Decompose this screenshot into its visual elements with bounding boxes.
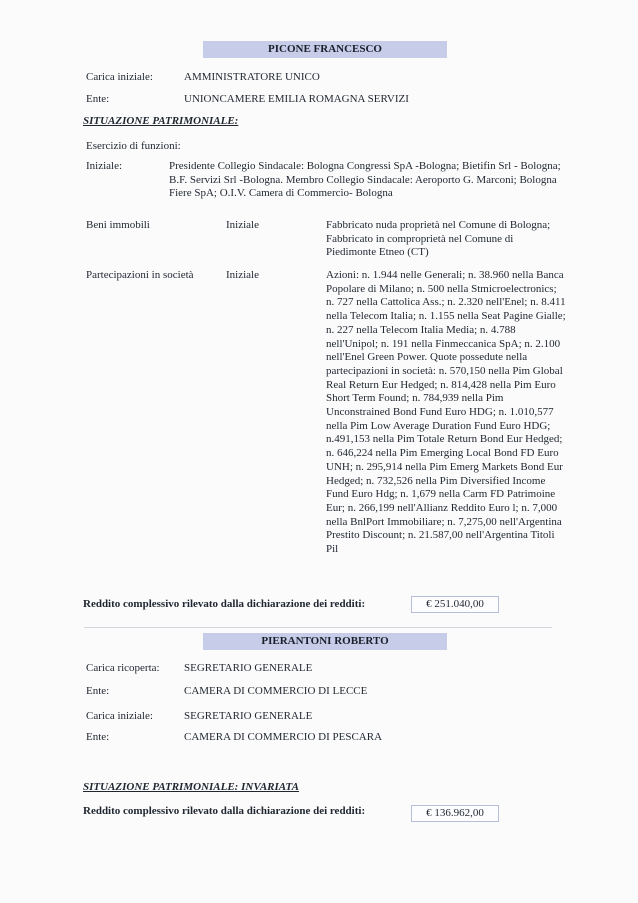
partecipazioni-text: Azioni: n. 1.944 nelle Generali; n. 38.960 nella Banca Popolare di Milano; n. 500 nella Stmicroelectronics; n. 727 nella Cattolica Ass.; n. 2.320 nell'Enel; n. 8.411 nella Telecom Italia; n. 1.155 nella Seat Pagine Gialle; n. 227 nella Telecom Italia Media; n. 4.788 nell'Unipol; n. 191 nella Finmeccanica SpA; n. 2.100 nell'Enel Green Power. Quote possedute nella partecipazioni in società: n. 570,150 nella Pim Global Real Return Eur Hedged; n. 814,428 nella Pim Euro Short Term Found; n. 784,939 nella Pim Unconstrained Bond Fund Euro HDG; n. 1.010,577 nella Pim Low Average Duration Fund Euro HDG; n.491,153 nella Pim Totale Return Bond Eur Hedged; n. 646,224 nella Pim Emerging Local Bond FD Euro UNH; n. 295,914 nella Pim Emerg Markets Bond Eur Hedged; n. 732,526 nella Pim Diversified Income Fund Euro Hdg; n. 1,679 nella Carm FD Patrimoine Eur; n. 266,199 nell'Allianz Reddito Euro l; n. 7,000 nella BnlPort Immobiliare; n. 7,275,00 nell'Argentina Prestito Discount; n. 21.587,00 nell'Argentina Titoli Pil: [326, 269, 566, 556]
person2-carica-ricoperta-value: SEGRETARIO GENERALE: [184, 662, 313, 674]
person1-reddito-label: Reddito complessivo rilevato dalla dichiarazione dei redditi:: [83, 598, 366, 610]
person2-carica-iniziale-value: SEGRETARIO GENERALE: [184, 710, 313, 722]
person1-name-banner: [203, 41, 447, 58]
person2-ente2-label: Ente:: [86, 731, 110, 743]
person2-name-banner: [203, 633, 447, 650]
iniziale-text: Presidente Collegio Sindacale: Bologna Congressi SpA -Bologna; Bietifin Srl - Bologna; B.F. Servizi Srl -Bologna. Membro Collegio Sindacale: Aeroporto G. Marconi; Bologna Fiere SpA; O.I.V. Camera di Commercio- Bologna: [169, 160, 561, 200]
person2-ente1-label: Ente:: [86, 685, 110, 697]
person2-situazione-title: SITUAZIONE PATRIMONIALE: INVARIATA: [83, 781, 299, 793]
person2-carica-ricoperta-label: Carica ricoperta:: [86, 662, 160, 674]
person2-reddito-label: Reddito complessivo rilevato dalla dichiarazione dei redditi:: [83, 805, 366, 817]
person2-ente2-value: CAMERA DI COMMERCIO DI PESCARA: [184, 731, 383, 743]
section-divider: [84, 627, 552, 628]
beni-immobili-label: Beni immobili: [86, 219, 150, 231]
person1-ente-label: Ente:: [86, 93, 110, 105]
beni-immobili-stato: Iniziale: [226, 219, 259, 231]
person2-carica-iniziale-label: Carica iniziale:: [86, 710, 153, 722]
esercizio-funzioni-label: Esercizio di funzioni:: [86, 140, 181, 152]
person2-ente1-value: CAMERA DI COMMERCIO DI LECCE: [184, 685, 368, 697]
person1-carica-iniziale-value: AMMINISTRATORE UNICO: [184, 71, 320, 83]
person1-carica-iniziale-label: Carica iniziale:: [86, 71, 153, 83]
person2-name: PIERANTONI ROBERTO: [261, 635, 389, 647]
person2-reddito-value: € 136.962,00: [411, 805, 499, 822]
person1-situazione-title: SITUAZIONE PATRIMONIALE:: [83, 115, 239, 127]
iniziale-label: Iniziale:: [86, 160, 123, 172]
partecipazioni-stato: Iniziale: [226, 269, 259, 281]
person1-reddito-value: € 251.040,00: [411, 596, 499, 613]
person1-ente-value: UNIONCAMERE EMILIA ROMAGNA SERVIZI: [184, 93, 409, 105]
beni-immobili-text: Fabbricato nuda proprietà nel Comune di Bologna; Fabbricato in comproprietà nel Comune di Piedimonte Etneo (CT): [326, 219, 551, 259]
person1-name: PICONE FRANCESCO: [268, 43, 382, 55]
partecipazioni-label: Partecipazioni in società: [86, 269, 194, 281]
